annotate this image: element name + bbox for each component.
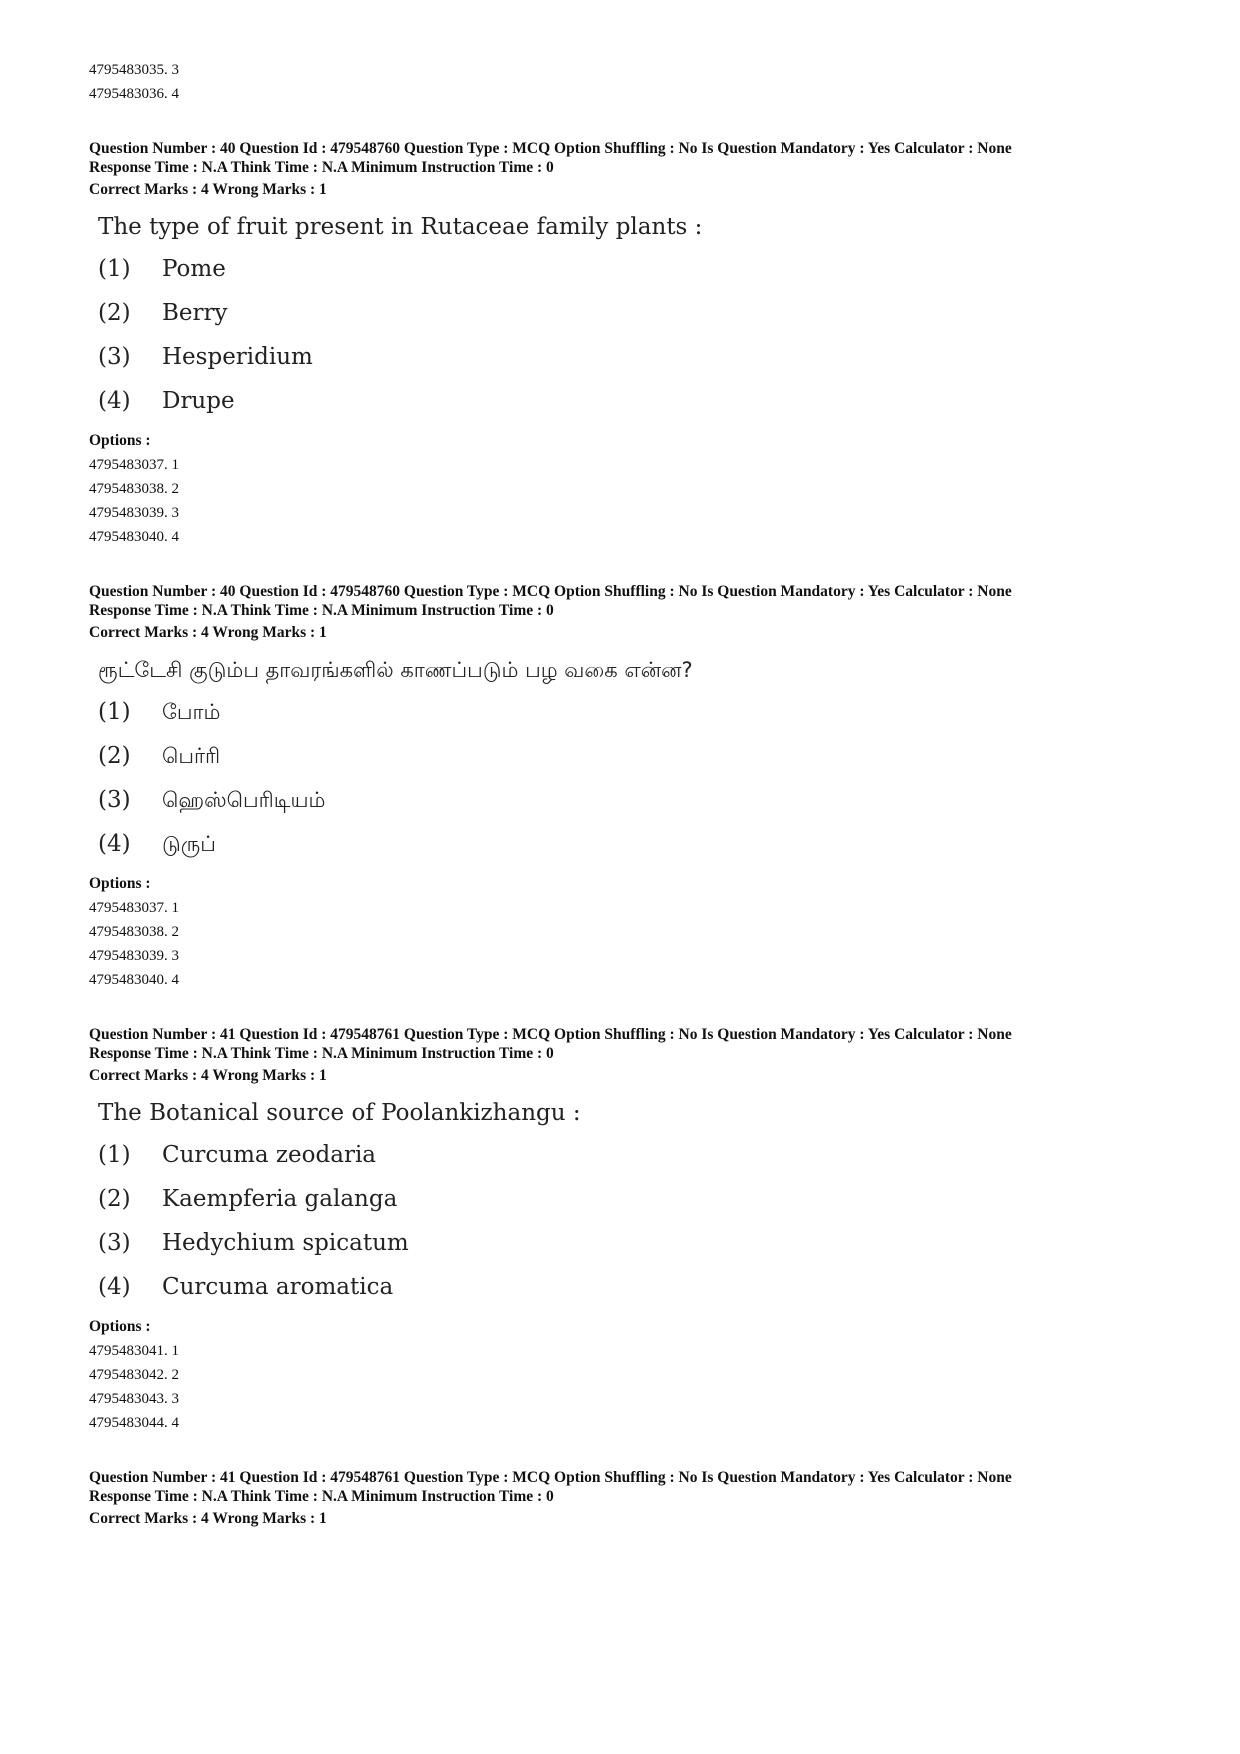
question-meta-line: Question Number : 40 Question Id : 479548760 Question Type : MCQ Option Shuffling : No Is Question Mandatory : Yes Calculator : None — [89, 583, 1012, 600]
option-line: 4795483042. 2 — [89, 1367, 179, 1383]
options-label: Options : — [89, 432, 151, 449]
document-page — [89, 58, 1149, 1528]
question-meta-line: Response Time : N.A Think Time : N.A Minimum Instruction Time : 0 — [89, 1488, 554, 1505]
choice-text: Hesperidium — [162, 344, 313, 370]
options-label: Options : — [89, 1318, 151, 1335]
choice-2 — [98, 1177, 1149, 1221]
option-line: 4795483037. 1 — [89, 900, 179, 916]
choice-text: Curcuma zeodaria — [162, 1142, 377, 1168]
option-line: 4795483035. 3 — [89, 62, 179, 78]
choice-number: (3) — [98, 787, 131, 813]
choice-number: (3) — [98, 1230, 131, 1256]
choice-3 — [98, 335, 1149, 379]
marks-line: Correct Marks : 4 Wrong Marks : 1 — [89, 624, 327, 641]
choice-number: (3) — [98, 344, 131, 370]
question-text: The type of fruit present in Rutaceae family plants : — [98, 214, 703, 240]
choice-text: Hedychium spicatum — [162, 1230, 409, 1256]
question-meta-line: Response Time : N.A Think Time : N.A Minimum Instruction Time : 0 — [89, 159, 554, 176]
choice-2 — [98, 291, 1149, 335]
question-text: The Botanical source of Poolankizhangu : — [98, 1100, 581, 1126]
choice-text: Berry — [162, 300, 228, 326]
option-line: 4795483038. 2 — [89, 924, 179, 940]
option-line: 4795483041. 1 — [89, 1343, 179, 1359]
top-options — [89, 58, 1149, 106]
option-line: 4795483038. 2 — [89, 481, 179, 497]
choice-text: டுருப் — [162, 832, 216, 856]
option-line: 4795483040. 4 — [89, 972, 179, 988]
question-block-3 — [89, 1025, 1149, 1435]
choice-text: Curcuma aromatica — [162, 1274, 394, 1300]
choice-number: (4) — [98, 831, 131, 857]
option-line: 4795483044. 4 — [89, 1415, 179, 1431]
choice-2 — [98, 734, 1149, 778]
choice-number: (4) — [98, 388, 131, 414]
question-meta-line: Response Time : N.A Think Time : N.A Minimum Instruction Time : 0 — [89, 602, 554, 619]
choice-4 — [98, 1265, 1149, 1309]
choice-text: போம் — [162, 700, 221, 724]
choice-number: (1) — [98, 699, 131, 725]
marks-line: Correct Marks : 4 Wrong Marks : 1 — [89, 1067, 327, 1084]
choice-1 — [98, 247, 1149, 291]
choice-text: பெர்ரி — [162, 744, 221, 768]
choice-text: ஹெஸ்பெரிடியம் — [162, 788, 326, 812]
question-meta-line: Question Number : 41 Question Id : 479548761 Question Type : MCQ Option Shuffling : No Is Question Mandatory : Yes Calculator : None — [89, 1469, 1012, 1486]
choice-3 — [98, 1221, 1149, 1265]
choice-4 — [98, 379, 1149, 423]
option-line: 4795483036. 4 — [89, 86, 179, 102]
choice-text: Kaempferia galanga — [162, 1186, 398, 1212]
choice-number: (2) — [98, 743, 131, 769]
marks-line: Correct Marks : 4 Wrong Marks : 1 — [89, 1510, 327, 1527]
question-block-4 — [89, 1468, 1149, 1528]
choice-number: (4) — [98, 1274, 131, 1300]
choice-3 — [98, 778, 1149, 822]
option-line: 4795483043. 3 — [89, 1391, 179, 1407]
marks-line: Correct Marks : 4 Wrong Marks : 1 — [89, 181, 327, 198]
options-label: Options : — [89, 875, 151, 892]
option-line: 4795483037. 1 — [89, 457, 179, 473]
choice-1 — [98, 690, 1149, 734]
choice-number: (2) — [98, 1186, 131, 1212]
choice-number: (1) — [98, 256, 131, 282]
choice-text: Pome — [162, 256, 226, 282]
option-line: 4795483040. 4 — [89, 529, 179, 545]
choice-text: Drupe — [162, 388, 235, 414]
option-line: 4795483039. 3 — [89, 948, 179, 964]
question-block-1 — [89, 139, 1149, 549]
choice-4 — [98, 822, 1149, 866]
question-meta-line: Response Time : N.A Think Time : N.A Minimum Instruction Time : 0 — [89, 1045, 554, 1062]
choice-1 — [98, 1133, 1149, 1177]
question-meta-line: Question Number : 41 Question Id : 479548761 Question Type : MCQ Option Shuffling : No Is Question Mandatory : Yes Calculator : None — [89, 1026, 1012, 1043]
choice-number: (1) — [98, 1142, 131, 1168]
question-block-2 — [89, 582, 1149, 992]
question-text: ரூட்டேசி குடும்ப தாவரங்களில் காணப்படும் பழ வகை என்ன? — [98, 658, 693, 682]
option-line: 4795483039. 3 — [89, 505, 179, 521]
question-meta-line: Question Number : 40 Question Id : 479548760 Question Type : MCQ Option Shuffling : No Is Question Mandatory : Yes Calculator : None — [89, 140, 1012, 157]
choice-number: (2) — [98, 300, 131, 326]
